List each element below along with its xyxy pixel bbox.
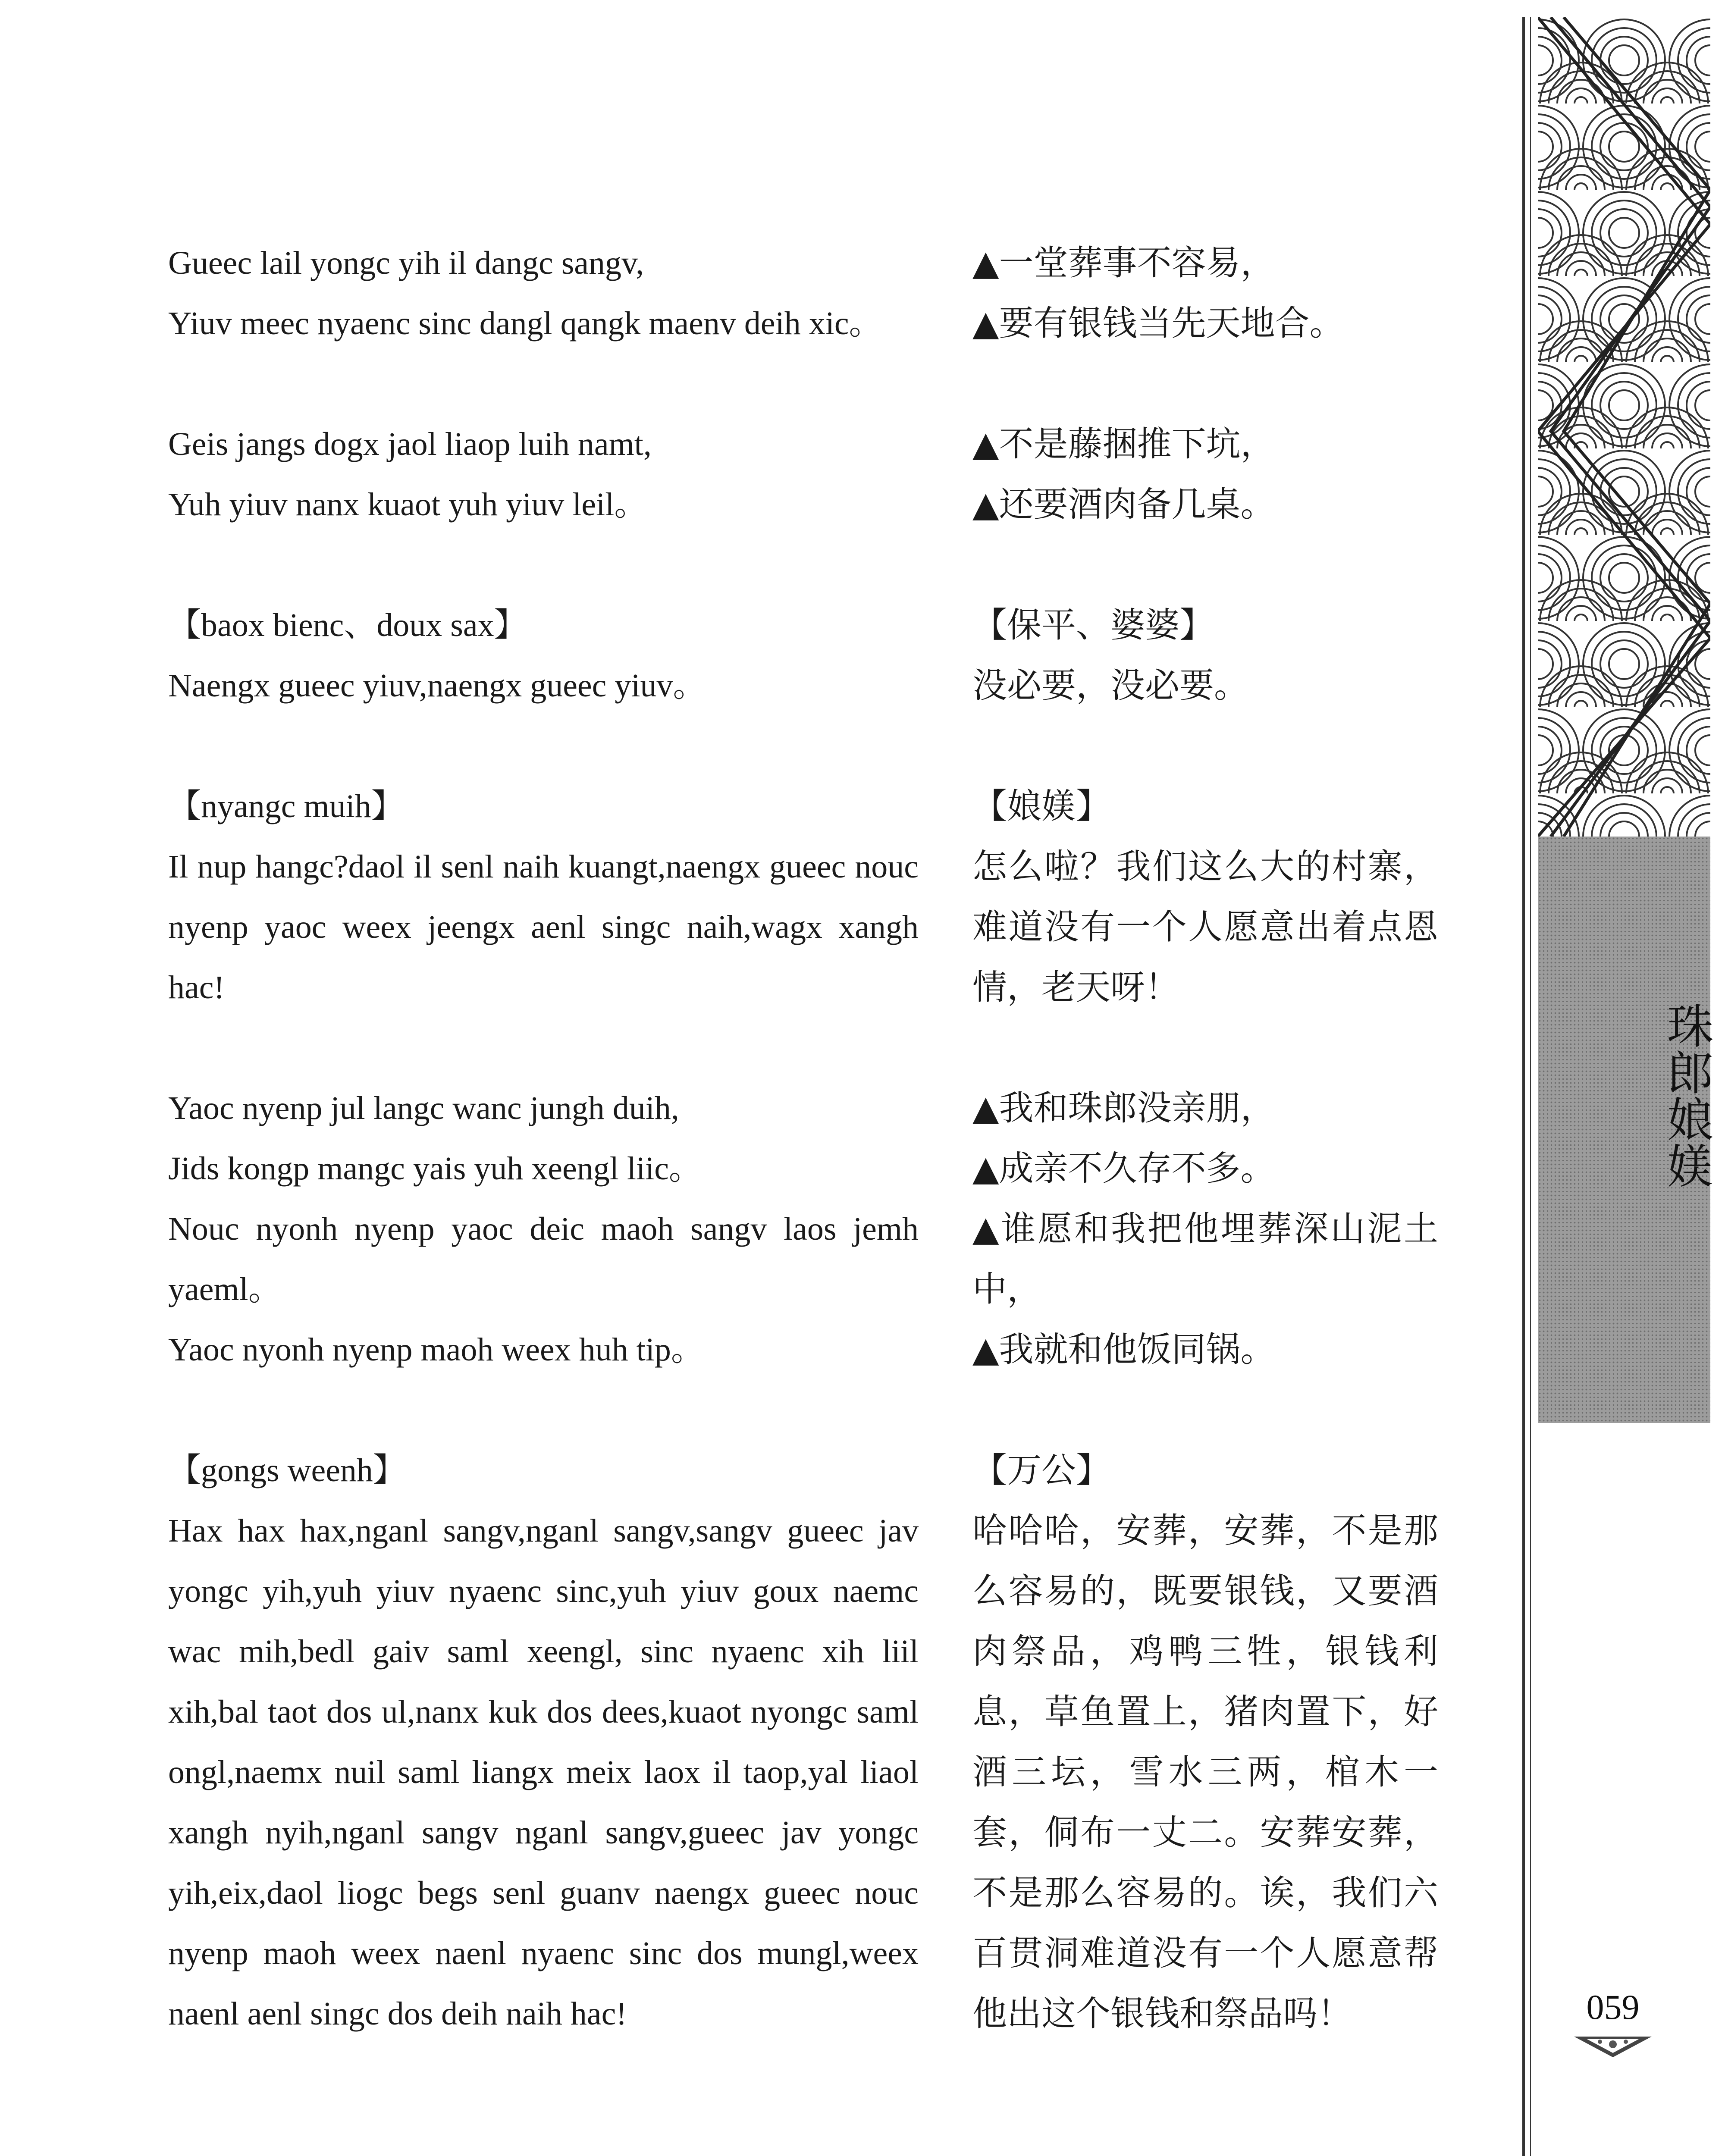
- title-band: [1538, 837, 1713, 1423]
- running-title: 珠郎娘媄: [1659, 1002, 1713, 1188]
- verse-line: ▲不是藤捆推下坑，: [972, 424, 1275, 464]
- verse-line: Nouc nyonh nyenp yaoc deic maoh sangv laos jemh yaeml。: [168, 1211, 919, 1307]
- verse-block-2: [168, 414, 919, 535]
- speaker-label: 【baox bienc、doux sax】: [168, 607, 527, 643]
- verse-line: Geis jangs dogx jaol liaop luih namt,: [168, 426, 652, 462]
- verse-line: ▲我就和他饭同锅。: [972, 1329, 1275, 1369]
- verse-line: Yaoc nyonh nyenp maoh weex huh tip。: [168, 1332, 704, 1368]
- verse-line: Jids kongp mangc yais yuh xeengl liic。: [168, 1150, 702, 1187]
- verse-line: Yaoc nyenp jul langc wanc jungh duih,: [168, 1090, 679, 1126]
- verse-line: ▲还要酒肉备几桌。: [972, 484, 1275, 524]
- verse-line: ▲一堂葬事不容易，: [972, 243, 1275, 283]
- dialogue-text: Il nup hangc?daol il senl naih kuangt,naengx gueec nouc nyenp yaoc weex jeengx aenl singc naih,wagx xangh hac!: [168, 849, 919, 1006]
- verse-line: ▲成亲不久存不多。: [972, 1148, 1275, 1188]
- verse-line: Yiuv meec nyaenc sinc dangl qangk maenv deih xic。: [168, 305, 882, 342]
- verse-block-1: [168, 233, 919, 354]
- dialogue-text: 哈哈哈，安葬，安葬，不是那么容易的，既要银钱，又要酒肉祭品，鸡鸭三牲，银钱利息，草鱼置上，猪肉置下，好酒三坛，雪水三两，棺木一套，侗布一丈二。安葬安葬，不是那么容易的。诶，我们六百贯洞难道没有一个人愿意帮他出这个银钱和祭品吗！: [972, 1510, 1438, 2034]
- speaker-label: 【娘媄】: [972, 786, 1110, 826]
- verse-block-2-zh: [972, 414, 1438, 535]
- verse-line: ▲我和珠郎没亲朋，: [972, 1088, 1275, 1128]
- page-number-ornament-icon: [1570, 2033, 1656, 2059]
- speaker-label: 【万公】: [972, 1450, 1110, 1490]
- verse-block-5-zh: [972, 1078, 1438, 1380]
- speaker-label: 【gongs weenh】: [168, 1452, 406, 1489]
- verse-block-1-zh: [972, 233, 1438, 354]
- speaker-label: 【保平、婆婆】: [972, 605, 1214, 645]
- border-rule: [1530, 17, 1531, 2156]
- border-rule: [1522, 17, 1525, 2156]
- verse-line: Yuh yiuv nanx kuaot yuh yiuv leil。: [168, 486, 647, 523]
- wave-pattern-ornament: [1538, 17, 1710, 837]
- dialogue-text: 怎么啦？我们这么大的村寨，难道没有一个人愿意出着点恩情，老天呀！: [972, 846, 1438, 1007]
- dialogue-block-4: [168, 776, 919, 1018]
- verse-line: Gueec lail yongc yih il dangc sangv,: [168, 245, 644, 281]
- verse-line: ▲要有银钱当先天地合。: [972, 303, 1344, 343]
- dialogue-text: Naengx gueec yiuv,naengx gueec yiuv。: [168, 667, 706, 704]
- dialogue-block-3: [168, 595, 919, 716]
- verse-line: ▲谁愿和我把他埋葬深山泥土中，: [972, 1209, 1438, 1309]
- verse-block-5: [168, 1078, 919, 1380]
- chinese-column: [972, 233, 1438, 2104]
- speaker-label: 【nyangc muih】: [168, 788, 404, 824]
- dialogue-block-4-zh: [972, 776, 1438, 1018]
- page-number: 059: [1586, 1987, 1640, 2027]
- dialogue-block-6-zh: [972, 1440, 1438, 2044]
- dialogue-text: 没必要，没必要。: [972, 665, 1248, 705]
- dialogue-text: Hax hax hax,nganl sangv,nganl sangv,sangv gueec jav yongc yih,yuh yiuv nyaenc sinc,yuh yiuv goux naemc wac mih,bedl gaiv saml xeengl, sinc nyaenc xih liil xih,bal taot dos ul,nanx kuk dos dees,kuaot nyongc saml ongl,naemx nuil saml liangx meix laox il taop,yal liaol xangh nyih,nganl sangv nganl sangv,gueec jav yongc yih,eix,daol liogc begs senl guanv naengx gueec nouc nyenp maoh weex naenl nyaenc sinc dos mungl,weex naenl aenl singc dos deih naih hac!: [168, 1513, 919, 2032]
- dialogue-block-3-zh: [972, 595, 1438, 716]
- dialogue-block-6: [168, 1440, 919, 2044]
- romanized-column: [168, 233, 919, 2104]
